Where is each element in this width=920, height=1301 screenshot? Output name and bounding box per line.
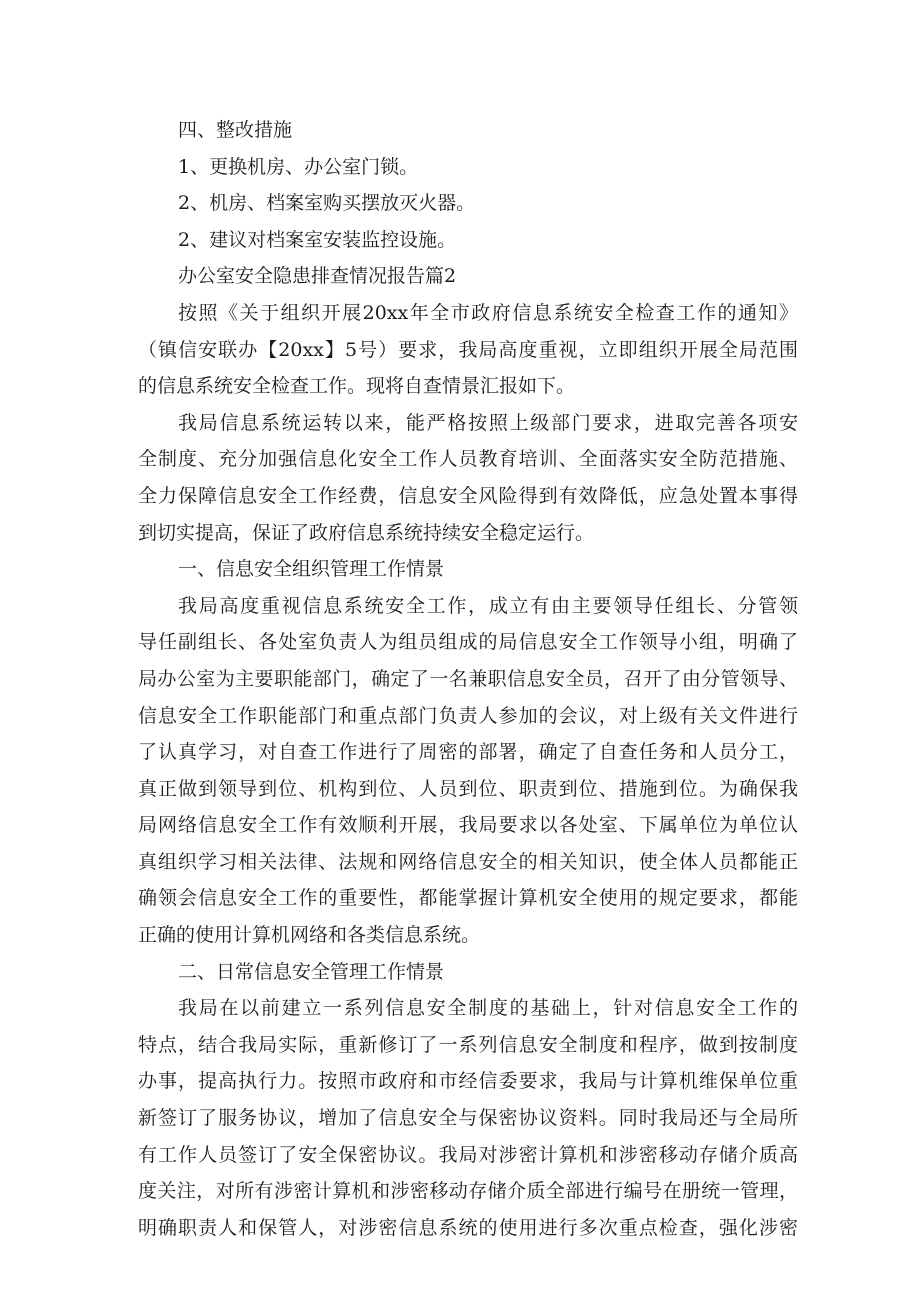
section-heading: 一、信息安全组织管理工作情景	[178, 558, 445, 581]
paragraph-line: 办事，提高执行力。按照市政府和市经信委要求，我局与计算机维保单位重	[138, 1070, 798, 1093]
paragraph-line: 我局信息系统运转以来，能严格按照上级部门要求，进取完善各项安	[178, 411, 798, 434]
paragraph-line: 度关注，对所有涉密计算机和涉密移动存储介质全部进行编号在册统一管理，	[138, 1180, 798, 1203]
paragraph-line: 确领会信息安全工作的重要性，都能掌握计算机安全使用的规定要求，都能	[138, 887, 798, 910]
paragraph-line: 了认真学习，对自查工作进行了周密的部署，确定了自查任务和人员分工，	[138, 741, 798, 764]
paragraph-line: 全力保障信息安全工作经费，信息安全风险得到有效降低，应急处置本事得	[138, 484, 798, 507]
report-title: 办公室安全隐患排查情况报告篇2	[178, 265, 457, 288]
paragraph-line: 的信息系统安全检查工作。现将自查情景汇报如下。	[138, 375, 576, 398]
paragraph-line: 全制度、充分加强信息化安全工作人员教育培训、全面落实安全防范措施、	[138, 448, 798, 471]
paragraph-line: 我局高度重视信息系统安全工作，成立有由主要领导任组长、分管领	[178, 594, 798, 617]
document-page	[138, 112, 798, 1246]
paragraph-line: 到切实提高，保证了政府信息系统持续安全稳定运行。	[138, 521, 595, 544]
paragraph-line: 局办公室为主要职能部门，确定了一名兼职信息安全员，召开了由分管领导、	[138, 667, 798, 690]
list-item: 2、机房、档案室购买摆放灭火器。	[178, 192, 476, 215]
paragraph-line: 有工作人员签订了安全保密协议。我局对涉密计算机和涉密移动存储介质高	[138, 1143, 798, 1166]
paragraph-line: 正确的使用计算机网络和各类信息系统。	[138, 924, 481, 947]
paragraph-line: 特点，结合我局实际，重新修订了一系列信息安全制度和程序，做到按制度	[138, 1033, 798, 1056]
paragraph-line: （镇信安联办【20xx】5号）要求，我局高度重视，立即组织开展全局范围	[138, 338, 798, 361]
paragraph-line: 我局在以前建立一系列信息安全制度的基础上，针对信息安全工作的	[178, 997, 798, 1020]
list-item: 2、建议对档案室安装监控设施。	[178, 228, 457, 251]
paragraph-line: 导任副组长、各处室负责人为组员组成的局信息安全工作领导小组，明确了	[138, 631, 798, 654]
list-item: 1、更换机房、办公室门锁。	[178, 155, 419, 178]
paragraph-line: 信息安全工作职能部门和重点部门负责人参加的会议，对上级有关文件进行	[138, 704, 798, 727]
paragraph-line: 真正做到领导到位、机构到位、人员到位、职责到位、措施到位。为确保我	[138, 777, 798, 800]
paragraph-line: 真组织学习相关法律、法规和网络信息安全的相关知识，使全体人员都能正	[138, 850, 798, 873]
paragraph-line: 局网络信息安全工作有效顺利开展，我局要求以各处室、下属单位为单位认	[138, 814, 798, 837]
section-heading: 四、整改措施	[178, 119, 293, 141]
paragraph-line: 明确职责人和保管人，对涉密信息系统的使用进行多次重点检查，强化涉密	[138, 1216, 798, 1239]
section-heading: 二、日常信息安全管理工作情景	[178, 960, 445, 983]
paragraph-line: 新签订了服务协议，增加了信息安全与保密协议资料。同时我局还与全局所	[138, 1107, 798, 1130]
paragraph-line: 按照《关于组织开展20xx年全市政府信息系统安全检查工作的通知》	[178, 301, 798, 324]
